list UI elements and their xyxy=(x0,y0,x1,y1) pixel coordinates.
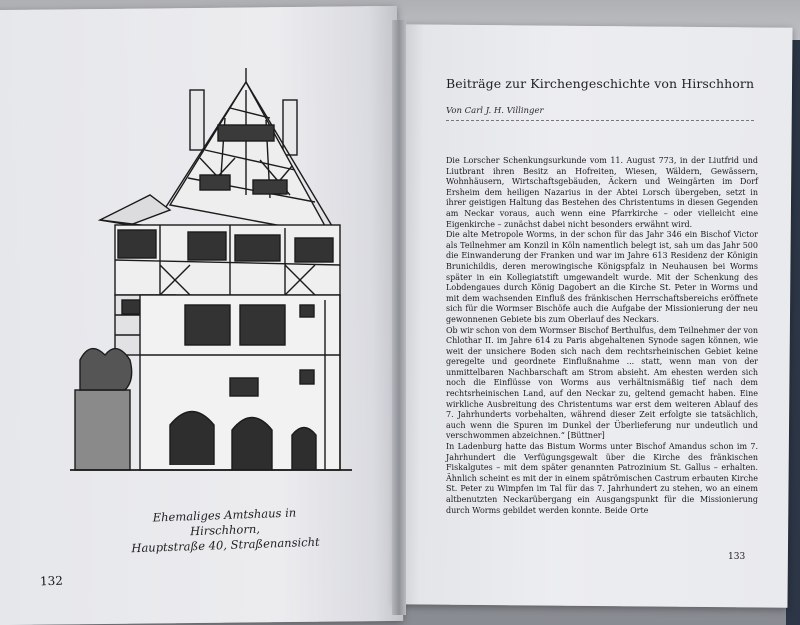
half-timbered-house-illustration xyxy=(70,60,360,480)
paragraph: Die Lorscher Schenkungsurkunde vom 11. August 773, in der Liutfrid und Liutbrant ihren Besitz an Hofreiten, Wiesen, Wäldern, Gewässern, Wohnhäusern, Wirtschaftsgebäuden, Äckern und Weingärten im Dorf Ersheim dem heiligen Nazarius in der Abtei Lorsch übergeben, setzt in ihrer geistigen Haltung das Bestehen des Christentums in diesen Gegenden am Neckar voraus, auch wenn eine Pfarrkirche – oder vielleicht eine Eigenkirche – zunächst dabei nicht besonders erwähnt wird. xyxy=(446,156,758,229)
article-body xyxy=(446,156,758,516)
title-rule xyxy=(446,120,754,121)
article-title: Beiträge zur Kirchengeschichte von Hirschhorn xyxy=(446,76,755,91)
paragraph: In Ladenburg hatte das Bistum Worms unter Bischof Amandus schon im 7. Jahrhundert die Verfügungsgewalt über die Kirche des fränkischen Fiskalgutes – mit dem später genannten Patrozinium St. Gallus – erhalten. Ähnlich scheint es mit der in einem spätrömischen Castrum erbauten Kirche St. Peter zu Wimpfen im Tal für das 7. Jahrhundert zu stehen, wo an einem altbenutzten Neckarübergang ein Ausgangspunkt für die Missionierung durch Worms gebildet werden konnte. Beide Orte xyxy=(446,442,758,515)
book-gutter xyxy=(392,20,406,615)
paragraph: Ob wir schon von dem Wormser Bischof Berthulfus, dem Teilnehmer der von Chlothar II. im Jahre 614 zu Paris abgehaltenen Synode sagen können, wie weit der unsichere Boden sich nach dem rechtsrheinischen Gebiet keine geregelte und geordnete Einflußnahme ... statt, wenn man von der unmittelbaren Nachbarschaft am Strom absieht. Am ehesten werden sich noch die Einflüsse von Worms aus verhältnismäßig tief nach dem rechtsrheinischen Land, auf den Neckar zu, geltend gemacht haben. Eine wirkliche Ausbreitung des Christentums war erst dem weiteren Ablauf des 7. Jahrhunderts vorbehalten, während dieser Zeit erfolgte sie tatsächlich, auch wenn die Spuren im Dunkel der Überlieferung nur undeutlich und verschwommen abzeichnen.“ [Büttner] xyxy=(446,325,758,441)
page-number-left: 132 xyxy=(39,573,64,589)
article-author: Von Carl J. H. Villinger xyxy=(446,106,544,116)
caption-line-2: Hauptstraße 40, Straßenansicht xyxy=(131,534,320,556)
paragraph: Die alte Metropole Worms, in der schon für das Jahr 346 ein Bischof Victor als Teilnehmer am Konzil in Köln namentlich belegt ist, sah um das Jahr 500 die Einwanderung der Franken und war im Jahre 613 Residenz der Königin Brunichildis, deren merowingische Königspfalz in Neuhausen bei Worms später in ein Kollegiatstift umgewandelt wurde. Mit der Schenkung des Lobdengaues durch König Dagobert an die Kirche St. Peter in Worms und mit dem wachsenden Einfluß des fränkischen Herrschaftsbereichs eröffnete sich für die Wormser Bischöfe auch die Aufgabe der Missionierung der neu gewonnenen Gebiete bis zum Oberlauf des Neckars. xyxy=(446,230,758,324)
illustration-caption xyxy=(119,504,330,556)
caption-line-1: Ehemaliges Amtshaus in Hirschhorn, xyxy=(152,505,297,539)
page-number-right: 133 xyxy=(728,552,746,562)
